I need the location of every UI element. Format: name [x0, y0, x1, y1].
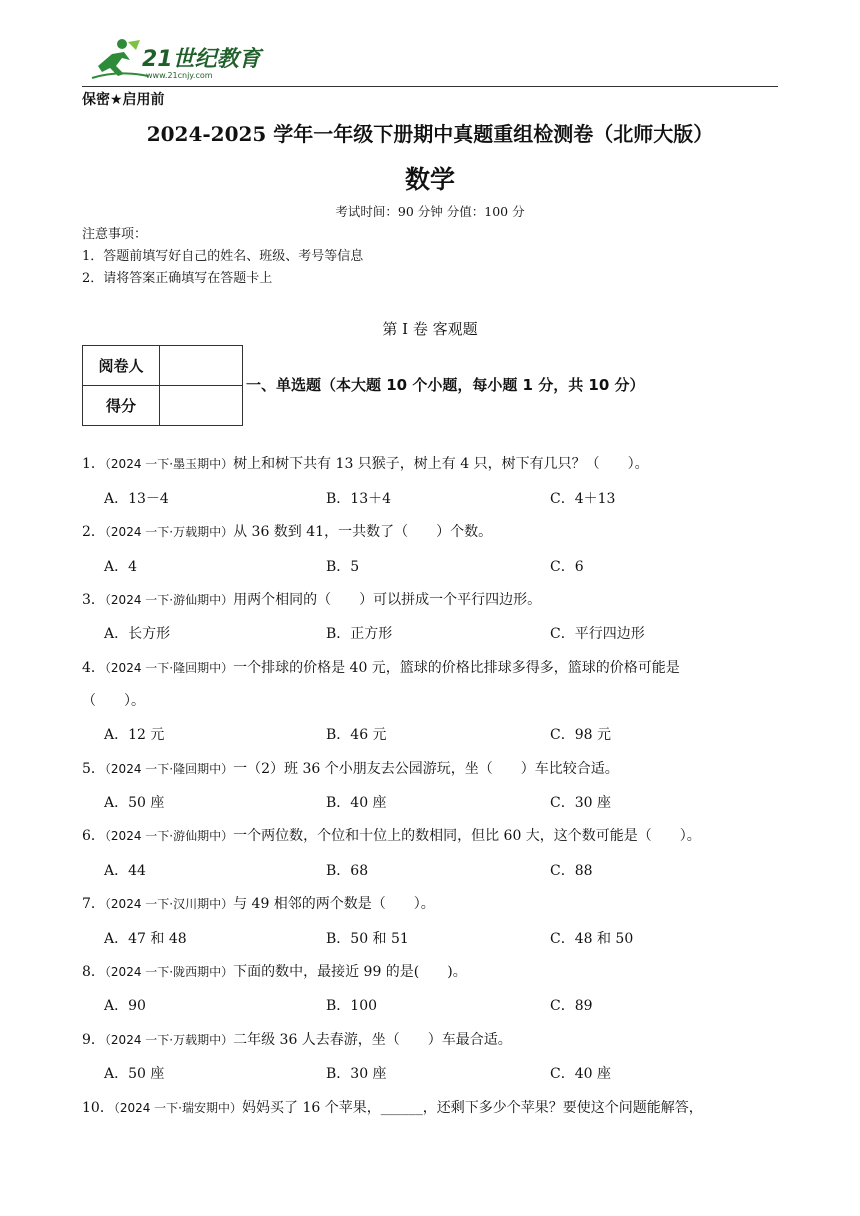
option-c[interactable]: C．89 — [550, 998, 593, 1014]
question-text: 树上和树下共有 13 只猴子，树上有 4 只，树下有几只？（ ）。 — [233, 456, 649, 472]
question-text: 与 49 相邻的两个数是（ ）。 — [233, 896, 435, 912]
question-4 — [82, 657, 680, 677]
question-number: 4． — [82, 660, 105, 676]
question-source: （2024 一下·隆回期中） — [104, 762, 234, 776]
question-source: （2024 一下·墨玉期中） — [104, 457, 234, 471]
question-text: 二年级 36 人去春游，坐（ ）车最合适。 — [233, 1032, 512, 1048]
question-source: （2024 一下·瑞安期中） — [113, 1101, 242, 1115]
option-a[interactable]: A．12 元 — [104, 727, 165, 743]
notes-item: 1．答题前填写好自己的姓名、班级、考号等信息 — [82, 249, 364, 264]
option-b[interactable]: B．46 元 — [326, 727, 387, 743]
option-a[interactable]: A．50 座 — [104, 795, 165, 811]
question-4-continuation: （ ）。 — [82, 693, 145, 709]
question-source: （2024 一下·隆回期中） — [104, 661, 234, 675]
notes-block — [82, 224, 363, 290]
option-b[interactable]: B．13＋4 — [326, 491, 392, 507]
question-number: 3． — [82, 592, 105, 608]
option-b[interactable]: B．50 和 51 — [326, 931, 409, 947]
question-text: 一个两位数，个位和十位上的数相同，但比 60 大，这个数可能是（ ）。 — [233, 828, 701, 844]
option-b[interactable]: B．正方形 — [326, 626, 393, 642]
option-a[interactable]: A．50 座 — [104, 1066, 165, 1082]
question-number: 6． — [82, 828, 105, 844]
question-9 — [82, 1029, 512, 1049]
option-a[interactable]: A．4 — [104, 559, 138, 575]
question-number: 5． — [82, 761, 105, 777]
option-a[interactable]: A．90 — [104, 998, 146, 1014]
score-cell[interactable] — [160, 386, 243, 426]
section-title: 一、单选题（本大题 10 个小题，每小题 1 分，共 10 分） — [246, 376, 645, 394]
question-10 — [82, 1097, 703, 1117]
option-c[interactable]: C．平行四边形 — [550, 626, 645, 642]
exam-title: 2024-2025 学年一年级下册期中真题重组检测卷（北师大版） — [146, 122, 714, 146]
question-8 — [82, 961, 467, 981]
question-1 — [82, 453, 649, 473]
option-a[interactable]: A．44 — [104, 863, 146, 879]
option-a[interactable]: A．长方形 — [104, 626, 171, 642]
question-source: （2024 一下·万载期中） — [104, 1033, 234, 1047]
volume-title: 第 I 卷 客观题 — [382, 320, 478, 338]
reviewer-label: 阅卷人 — [83, 346, 160, 386]
exam-subject: 数学 — [404, 165, 455, 194]
option-c[interactable]: C．88 — [550, 863, 593, 879]
question-3 — [82, 589, 541, 609]
runner-icon — [92, 39, 148, 78]
option-b[interactable]: B．5 — [326, 559, 360, 575]
question-number: 10． — [82, 1100, 114, 1116]
logo-text: 21世纪教育 — [142, 47, 261, 72]
notes-item: 2．请将答案正确填写在答题卡上 — [82, 271, 273, 286]
question-2 — [82, 521, 492, 541]
option-c[interactable]: C．6 — [550, 559, 584, 575]
question-text: 一（2）班 36 个小朋友去公园游玩，坐（ ）车比较合适。 — [233, 761, 619, 777]
option-a[interactable]: A．47 和 48 — [104, 931, 187, 947]
question-source: （2024 一下·陇西期中） — [104, 965, 234, 979]
question-6 — [82, 825, 701, 845]
score-label: 得分 — [83, 386, 160, 426]
question-text: 从 36 数到 41，一共数了（ ）个数。 — [233, 524, 493, 540]
question-number: 2． — [82, 524, 105, 540]
question-source: （2024 一下·万载期中） — [104, 525, 234, 539]
reviewer-cell[interactable] — [160, 346, 243, 386]
question-source: （2024 一下·汉川期中） — [104, 897, 234, 911]
question-source: （2024 一下·游仙期中） — [104, 593, 234, 607]
question-source: （2024 一下·游仙期中） — [104, 829, 234, 843]
option-b[interactable]: B．30 座 — [326, 1066, 387, 1082]
question-number: 8． — [82, 964, 105, 980]
logo-url: www.21cnjy.com — [146, 71, 213, 80]
question-text: 下面的数中，最接近 99 的是( )。 — [233, 964, 467, 980]
question-7 — [82, 893, 435, 913]
exam-info: 考试时间：90 分钟 分值：100 分 — [335, 204, 525, 219]
option-c[interactable]: C．48 和 50 — [550, 931, 634, 947]
option-c[interactable]: C．40 座 — [550, 1066, 611, 1082]
option-c[interactable]: C．4＋13 — [550, 491, 616, 507]
notes-heading: 注意事项： — [82, 227, 148, 242]
secret-label: 保密★启用前 — [82, 92, 165, 108]
option-c[interactable]: C．98 元 — [550, 727, 611, 743]
question-text: 一个排球的价格是 40 元，篮球的价格比排球多得多，篮球的价格可能是 — [233, 660, 680, 676]
question-5 — [82, 758, 619, 778]
question-number: 7． — [82, 896, 105, 912]
grading-table — [82, 345, 243, 426]
option-a[interactable]: A．13－4 — [104, 491, 169, 507]
option-c[interactable]: C．30 座 — [550, 795, 611, 811]
option-b[interactable]: B．100 — [326, 998, 378, 1014]
site-logo — [88, 36, 288, 84]
header-divider — [82, 86, 778, 87]
option-b[interactable]: B．40 座 — [326, 795, 387, 811]
question-number: 1． — [82, 456, 105, 472]
question-text: 妈妈买了 16 个苹果，______，还剩下多少个苹果？要使这个问题能解答， — [242, 1100, 703, 1116]
question-number: 9． — [82, 1032, 105, 1048]
question-text: 用两个相同的（ ）可以拼成一个平行四边形。 — [233, 592, 542, 608]
option-b[interactable]: B．68 — [326, 863, 369, 879]
